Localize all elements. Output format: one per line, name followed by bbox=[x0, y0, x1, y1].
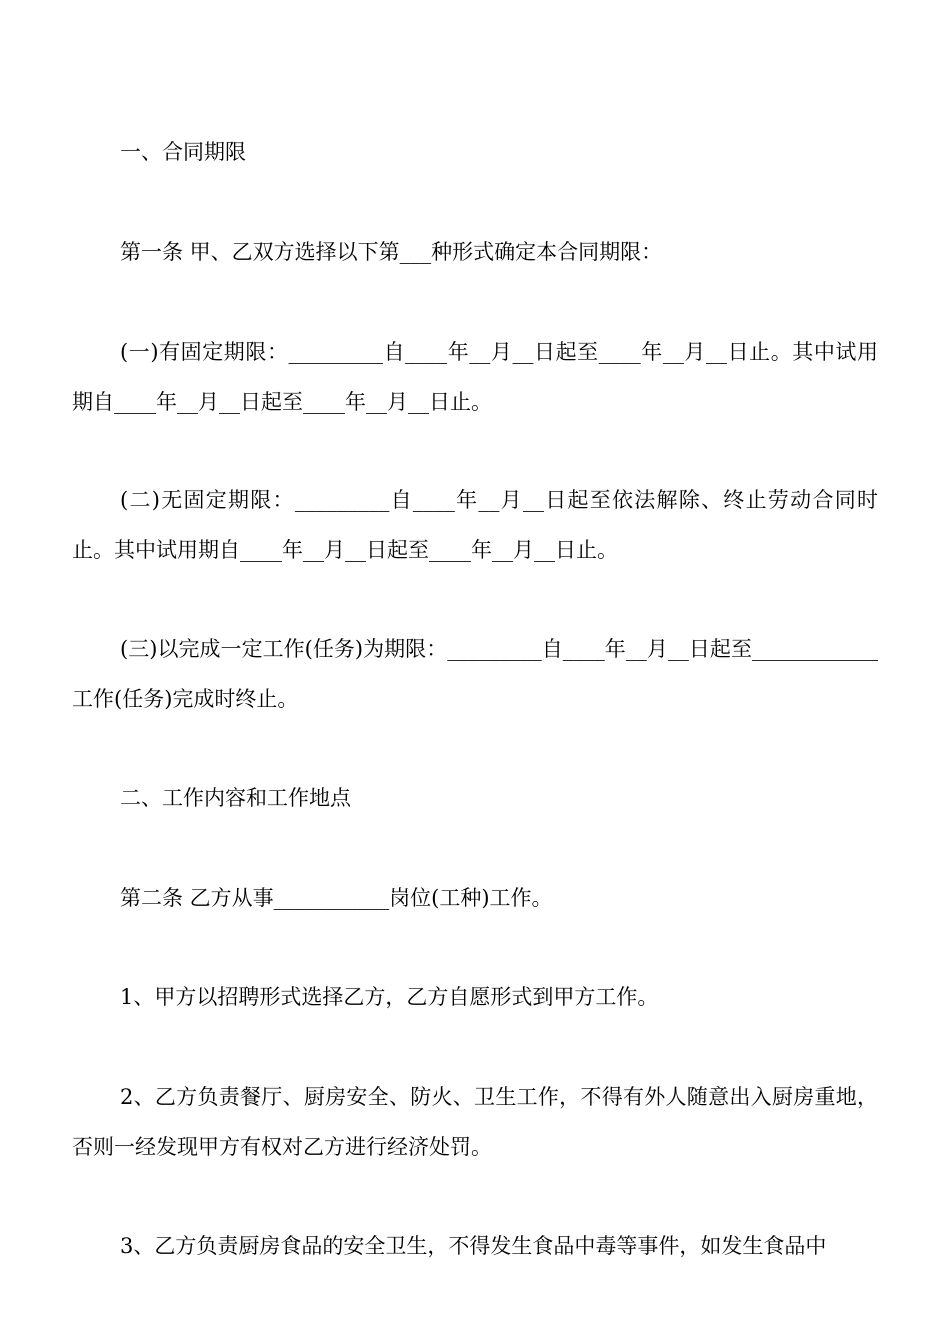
section-heading-work-content: 二、工作内容和工作地点 bbox=[120, 786, 351, 810]
task-term-paragraph: (三)以完成一定工作(任务)为期限：_________自____年__月__日起至____________工作(任务)完成时终止。 bbox=[72, 637, 878, 711]
fixed-term-paragraph: (一)有固定期限：_________自____年__月__日起至____年__月__日止。其中试用期自____年__月__日起至____年__月__日止。 bbox=[72, 340, 878, 414]
item-3-paragraph: 3、乙方负责厨房食品的安全卫生，不得发生食品中毒等事件，如发生食品中 bbox=[120, 1234, 827, 1258]
item-2-paragraph: 2、乙方负责餐厅、厨房安全、防火、卫生工作，不得有外人随意出入厨房重地，否则一经发现甲方有权对乙方进行经济处罚。 bbox=[72, 1085, 878, 1159]
item-1-paragraph: 1、甲方以招聘形式选择乙方，乙方自愿形式到甲方工作。 bbox=[120, 985, 659, 1009]
section-heading-term: 一、合同期限 bbox=[120, 140, 246, 164]
article-1-paragraph: 第一条 甲、乙双方选择以下第___种形式确定本合同期限： bbox=[120, 240, 663, 264]
article-2-paragraph: 第二条 乙方从事___________岗位(工种)工作。 bbox=[120, 886, 553, 910]
open-term-paragraph: (二)无固定期限：_________自____年__月__日起至依法解除、终止劳动合同时止。其中试用期自____年__月__日起至____年__月__日止。 bbox=[72, 488, 878, 562]
